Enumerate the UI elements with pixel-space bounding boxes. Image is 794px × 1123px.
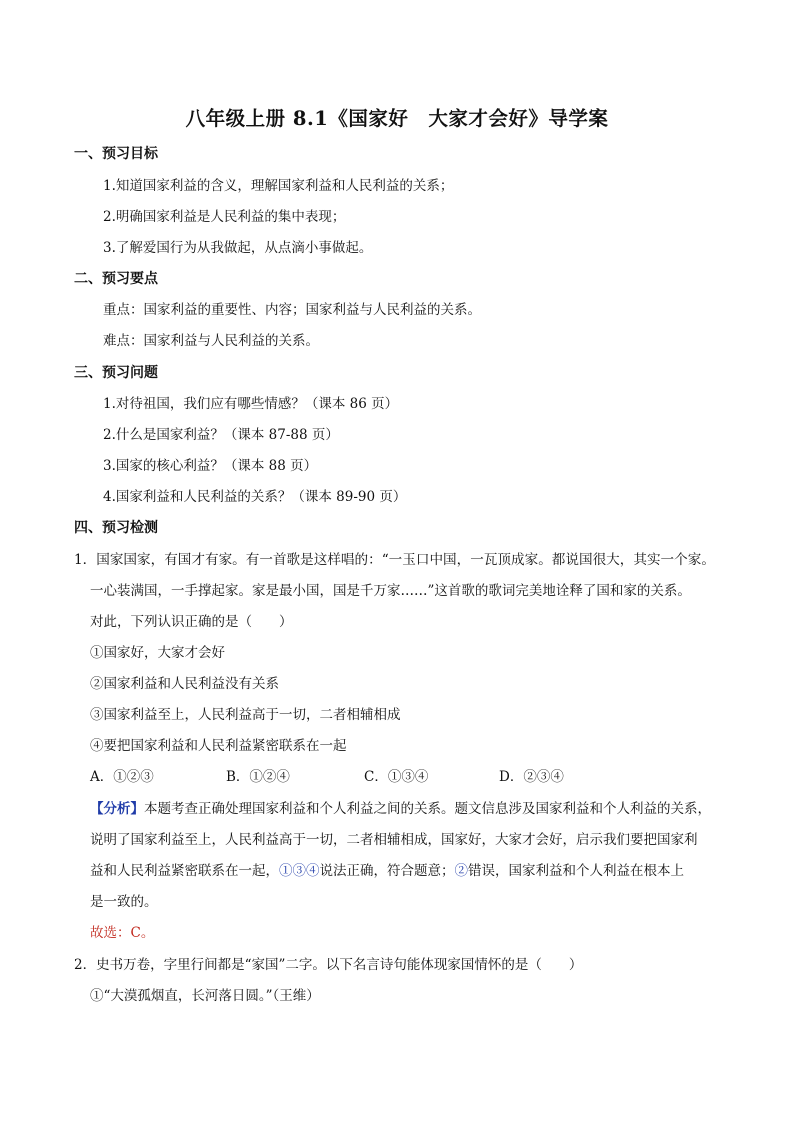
q2-statement: ①“大漠孤烟直，长河落日圆。”（王维） [90,988,320,1004]
goal-item: 2.明确国家利益是人民利益的集中表现； [103,209,346,225]
analysis-highlight: ② [454,863,468,879]
q1-option-c: C．①③④ [364,769,429,785]
analysis-label: 【分析】 [90,801,144,817]
q1-analysis-line: 是一致的。 [90,894,158,910]
q1-analysis-line [90,799,711,819]
q1-statement: ③国家利益至上，人民利益高于一切，二者相辅相成 [90,707,401,723]
q1-statement: ④要把国家利益和人民利益紧密联系在一起 [90,738,347,754]
q1-analysis-line [90,861,684,881]
analysis-highlight: ①③④ [279,863,320,879]
section-heading-goals: 一、预习目标 [74,146,158,162]
analysis-text: 益和人民利益紧密联系在一起， [90,863,279,879]
section-heading-check: 四、预习检测 [74,520,158,536]
question-item: 1.对待祖国，我们应有哪些情感？（课本 86 页） [103,396,399,412]
question-item: 2.什么是国家利益？（课本 87-88 页） [103,427,339,443]
keypoint-item: 难点：国家利益与人民利益的关系。 [103,333,319,349]
analysis-text: 说法正确，符合题意； [319,863,455,879]
keypoint-item: 重点：国家利益的重要性、内容；国家利益与人民利益的关系。 [103,302,481,318]
section-heading-questions: 三、预习问题 [74,365,158,381]
analysis-text: 错误，国家利益和个人利益在根本上 [468,863,684,879]
section-heading-keypoints: 二、预习要点 [74,271,158,287]
q1-answer: 故选：C。 [90,925,155,941]
q1-stem-line: 对此，下列认识正确的是（ ） [90,614,293,630]
goal-item: 1.知道国家利益的含义，理解国家利益和人民利益的关系； [103,178,454,194]
goal-item: 3.了解爱国行为从我做起，从点滴小事做起。 [103,240,373,256]
question-item: 3.国家的核心利益？（课本 88 页） [103,458,318,474]
q1-option-b: B．①②④ [226,769,290,785]
q1-statement: ②国家利益和人民利益没有关系 [90,676,279,692]
q1-analysis-line: 说明了国家利益至上，人民利益高于一切，二者相辅相成，国家好，大家才会好，启示我们要把国家利 [90,832,698,848]
q1-statement: ①国家好，大家才会好 [90,645,225,661]
q2-stem: 2．史书万卷，字里行间都是“家国”二字。以下名言诗句能体现家国情怀的是（ ） [74,957,583,973]
page-title: 八年级上册 8.1《国家好 大家才会好》导学案 [185,107,609,130]
q1-stem-line: 1．国家国家，有国才有家。有一首歌是这样唱的：“一玉口中国，一瓦顶成家。都说国很大，其实一个家。 [74,552,715,568]
q1-option-d: D．②③④ [499,769,564,785]
question-item: 4.国家利益和人民利益的关系？（课本 89-90 页） [103,489,407,505]
q1-stem-line: 一心装满国，一手撑起家。家是最小国，国是千万家……”这首歌的歌词完美地诠释了国和家的关系。 [90,583,691,599]
q1-option-a: A．①②③ [90,769,154,785]
analysis-text: 本题考查正确处理国家利益和个人利益之间的关系。题文信息涉及国家利益和个人利益的关系， [144,801,711,817]
